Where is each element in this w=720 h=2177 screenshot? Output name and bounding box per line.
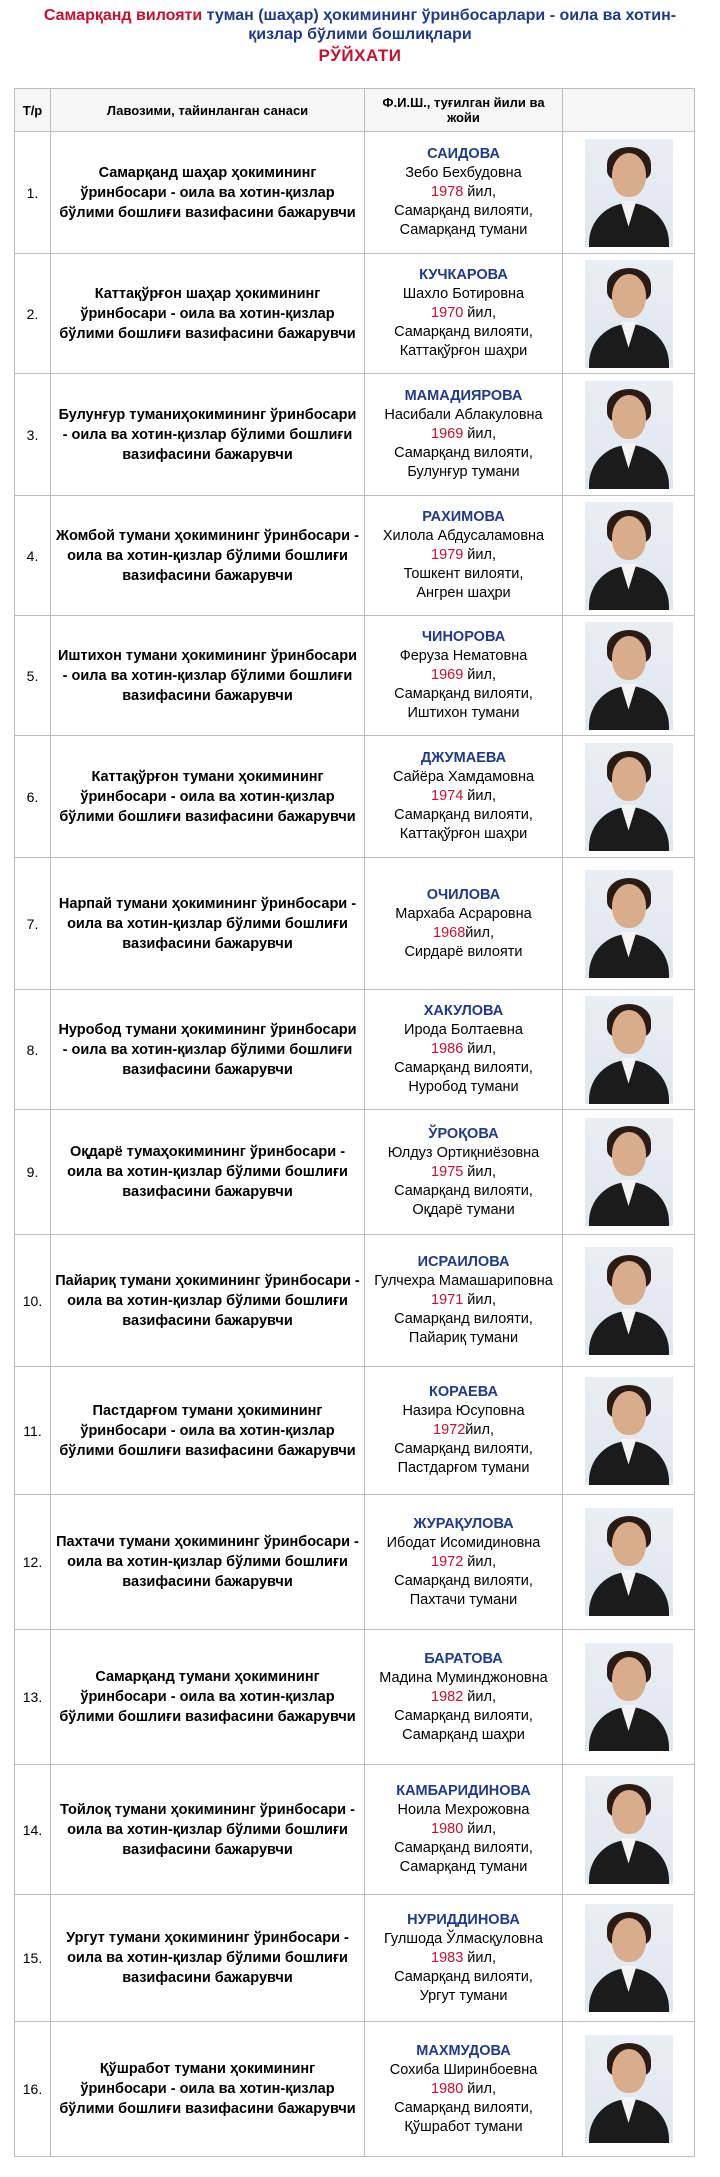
birth-year-suffix: йил, <box>463 1821 496 1837</box>
photo-cell <box>563 1110 695 1235</box>
title-rest: туман (шаҳар) ҳокимининг ўринбосарлари - оила ва хотин-қизлар бўлими бошлиқлари <box>202 7 677 43</box>
birth-place-district: Булунғур тумани <box>407 464 520 480</box>
person-info <box>365 858 563 990</box>
row-number: 3. <box>15 374 51 496</box>
person-info <box>365 616 563 736</box>
table-row <box>15 990 695 1110</box>
person-surname: КУЧКАРОВА <box>419 267 508 283</box>
row-number: 4. <box>15 496 51 616</box>
birth-place-district: Нуробод тумани <box>408 1079 519 1095</box>
portrait-photo <box>585 1377 673 1485</box>
row-number: 10. <box>15 1235 51 1367</box>
birth-year-suffix: йил, <box>463 1292 496 1308</box>
table-row <box>15 858 695 990</box>
portrait-photo <box>585 2035 673 2143</box>
person-name: Хилола Абдусаламовна <box>382 528 545 544</box>
person-info <box>365 132 563 254</box>
photo-cell <box>563 616 695 736</box>
table-row <box>15 2022 695 2157</box>
birth-place-region: Самарқанд вилояти, <box>394 1840 533 1856</box>
person-name: Ирода Болтаевна <box>404 1022 523 1038</box>
person-info <box>365 374 563 496</box>
portrait-photo <box>585 743 673 851</box>
photo-cell <box>563 1235 695 1367</box>
table-row <box>15 616 695 736</box>
table-row <box>15 496 695 616</box>
birth-year: 1983 <box>431 1949 464 1966</box>
birth-place-district: Оқдарё тумани <box>412 1201 515 1218</box>
position-title: Тойлоқ тумани ҳокимининг ўринбосари - оила ва хотин-қизлар бўлими бошлиғи вазифасини бажарувчи <box>51 1765 365 1895</box>
birth-place-district: Ургут тумани <box>419 1987 508 2004</box>
person-info <box>365 2022 563 2157</box>
birth-year: 1978 <box>431 184 464 200</box>
photo-cell <box>563 374 695 496</box>
table-row <box>15 736 695 858</box>
row-number: 2. <box>15 254 51 374</box>
table-row <box>15 132 695 254</box>
person-name: Сохиба Ширинбоевна <box>389 2061 538 2078</box>
birth-place-region: Самарқанд вилояти, <box>394 1311 533 1327</box>
officials-table <box>14 88 695 2157</box>
position-title: Оқдарё тумаҳокимининг ўринбосари - оила ва хотин-қизлар бўлими бошлиғи вазифасини бажарувчи <box>51 1110 365 1235</box>
position-title: Нарпай тумани ҳокимининг ўринбосари - оила ва хотин-қизлар бўлими бошлиғи вазифасини бажарувчи <box>51 858 365 990</box>
person-surname: САИДОВА <box>427 146 500 162</box>
person-surname: ИСРАИЛОВА <box>417 1254 510 1270</box>
birth-year-suffix: йил, <box>463 547 496 563</box>
photo-cell <box>563 254 695 374</box>
position-title: Каттақўрғон тумани ҳокимининг ўринбосари - оила ва хотин-қизлар бўлими бошлиғи вазифасини бажарувчи <box>51 736 365 858</box>
portrait-photo <box>585 1118 673 1226</box>
person-name: Сайёра Хамдамовна <box>392 769 535 785</box>
person-name: Гулчехра Мамашариповна <box>374 1273 553 1289</box>
table-row <box>15 1110 695 1235</box>
birth-year: 1979 <box>431 547 464 563</box>
birth-place-region: Самарқанд вилояти, <box>394 1182 533 1199</box>
row-number: 12. <box>15 1495 51 1630</box>
birth-place-region: Самарқанд вилояти, <box>394 1968 533 1985</box>
photo-cell <box>563 1367 695 1495</box>
position-title: Жомбой тумани ҳокимининг ўринбосари - оила ва хотин-қизлар бўлими бошлиғи вазифасини бажарувчи <box>51 496 365 616</box>
person-surname: ЖУРАҚУЛОВА <box>413 1515 514 1532</box>
table-body <box>15 132 695 2157</box>
photo-cell <box>563 2022 695 2157</box>
title-region: Самарқанд вилояти <box>43 7 203 24</box>
person-surname: ЎРОҚОВА <box>428 1125 499 1142</box>
photo-cell <box>563 736 695 858</box>
birth-year: 1971 <box>431 1292 464 1308</box>
table-row <box>15 1495 695 1630</box>
portrait-photo <box>585 260 673 368</box>
person-info <box>365 254 563 374</box>
person-surname: ХАКУЛОВА <box>423 1003 504 1019</box>
person-name: Мадина Муминджоновна <box>379 1669 548 1686</box>
birth-year-suffix: йил, <box>463 426 496 442</box>
document-subtitle: РЎЙХАТИ <box>318 46 402 65</box>
photo-cell <box>563 1895 695 2022</box>
position-title: Самарқанд тумани ҳокимининг ўринбосари - оила ва хотин-қизлар бўлими бошлиғи вазифасини бажарувчи <box>51 1630 365 1765</box>
person-surname: ДЖУМАЕВА <box>420 750 507 766</box>
header-position: Лавозими, тайинланган санаси <box>51 89 365 132</box>
row-number: 11. <box>15 1367 51 1495</box>
person-name: Гулшода Ўлмасқуловна <box>384 1930 543 1947</box>
birth-place-region: Самарқанд вилояти, <box>394 1441 533 1457</box>
person-info <box>365 1235 563 1367</box>
birth-year-suffix: йил, <box>463 1163 496 1180</box>
person-info <box>365 1110 563 1235</box>
birth-place-district: Самарқанд тумани <box>399 1859 528 1875</box>
person-surname: НУРИДДИНОВА <box>407 1911 520 1928</box>
birth-year-suffix: йил, <box>463 1949 496 1966</box>
header-number: Т/р <box>15 89 51 132</box>
person-surname: КОРАЕВА <box>429 1384 498 1400</box>
position-title: Қўшработ тумани ҳокимининг ўринбосари - оила ва хотин-қизлар бўлими бошлиғи вазифасини бажарувчи <box>51 2022 365 2157</box>
birth-place-district: Самарқанд шаҳри <box>402 1726 525 1743</box>
birth-year: 1970 <box>431 305 464 321</box>
birth-year: 1980 <box>431 2080 464 2097</box>
birth-year: 1972 <box>433 1422 466 1438</box>
photo-cell <box>563 858 695 990</box>
table-row <box>15 1765 695 1895</box>
photo-cell <box>563 1495 695 1630</box>
row-number: 8. <box>15 990 51 1110</box>
birth-place-region: Сирдарё вилояти <box>404 943 523 960</box>
portrait-photo <box>585 139 673 247</box>
birth-place-region: Самарқанд вилояти, <box>394 807 533 823</box>
birth-place-district: Каттақўрғон шаҳри <box>399 343 528 359</box>
position-title: Каттақўрғон шаҳар ҳокимининг ўринбосари - оила ва хотин-қизлар бўлими бошлиғи вазифасини бажарувчи <box>51 254 365 374</box>
row-number: 1. <box>15 132 51 254</box>
person-surname: ЧИНОРОВА <box>421 629 506 645</box>
table-header-row <box>15 89 695 132</box>
person-name: Насибали Аблакуловна <box>384 407 543 423</box>
birth-year-suffix: йил, <box>463 1688 496 1705</box>
person-surname: РАХИМОВА <box>422 509 505 525</box>
birth-place-region: Самарқанд вилояти, <box>394 203 533 219</box>
position-title: Нуробод тумани ҳокимининг ўринбосари - оила ва хотин-қизлар бўлими бошлиғи вазифасини бажарувчи <box>51 990 365 1110</box>
birth-year: 1972 <box>431 1553 464 1570</box>
photo-cell <box>563 1630 695 1765</box>
table-row <box>15 254 695 374</box>
birth-place-region: Самарқанд вилояти, <box>394 1572 533 1589</box>
birth-year-suffix: йил, <box>463 184 496 200</box>
person-name: Мархаба Асраровна <box>395 905 532 922</box>
birth-place-district: Пастдарғом тумани <box>397 1460 530 1476</box>
photo-cell <box>563 1765 695 1895</box>
table-row <box>15 1895 695 2022</box>
birth-year: 1969 <box>431 426 464 442</box>
row-number: 15. <box>15 1895 51 2022</box>
position-title: Пахтачи тумани ҳокимининг ўринбосари - оила ва хотин-қизлар бўлими бошлиғи вазифасини бажарувчи <box>51 1495 365 1630</box>
table-row <box>15 1367 695 1495</box>
portrait-photo <box>585 381 673 489</box>
birth-year: 1974 <box>431 788 464 804</box>
birth-year-suffix: йил, <box>465 924 494 941</box>
table-row <box>15 1630 695 1765</box>
birth-place-district: Пахтачи тумани <box>409 1591 518 1608</box>
person-info <box>365 1630 563 1765</box>
header-photo <box>563 89 695 132</box>
portrait-photo <box>585 1508 673 1616</box>
position-title: Иштихон тумани ҳокимининг ўринбосари - оила ва хотин-қизлар бўлими бошлиғи вазифасини бажарувчи <box>51 616 365 736</box>
table-row <box>15 1235 695 1367</box>
birth-year: 1980 <box>431 1821 464 1837</box>
person-info <box>365 736 563 858</box>
photo-cell <box>563 496 695 616</box>
person-info <box>365 1765 563 1895</box>
portrait-photo <box>585 1247 673 1355</box>
position-title: Ургут тумани ҳокимининг ўринбосари - оила ва хотин-қизлар бўлими бошлиғи вазифасини бажарувчи <box>51 1895 365 2022</box>
portrait-photo <box>585 870 673 978</box>
person-surname: БАРАТОВА <box>424 1650 503 1667</box>
row-number: 13. <box>15 1630 51 1765</box>
row-number: 5. <box>15 616 51 736</box>
portrait-photo <box>585 1776 673 1884</box>
row-number: 7. <box>15 858 51 990</box>
birth-place-region: Самарқанд вилояти, <box>394 1707 533 1724</box>
portrait-photo <box>585 502 673 610</box>
position-title: Пайариқ тумани ҳокимининг ўринбосари - оила ва хотин-қизлар бўлими бошлиғи вазифасини бажарувчи <box>51 1235 365 1367</box>
birth-place-district: Иштихон тумани <box>407 705 520 721</box>
portrait-photo <box>585 622 673 730</box>
position-title: Пастдарғом тумани ҳокимининг ўринбосари - оила ва хотин-қизлар бўлими бошлиғи вазифасини бажарувчи <box>51 1367 365 1495</box>
birth-place-district: Самарқанд тумани <box>399 222 528 238</box>
person-info <box>365 1895 563 2022</box>
person-surname: КАМБАРИДИНОВА <box>396 1783 531 1799</box>
row-number: 9. <box>15 1110 51 1235</box>
person-name: Юлдуз Ортиқниёзовна <box>387 1144 540 1161</box>
person-info <box>365 1495 563 1630</box>
birth-year: 1969 <box>431 667 464 683</box>
birth-place-region: Самарқанд вилояти, <box>394 2099 533 2116</box>
person-info <box>365 1367 563 1495</box>
birth-year-suffix: йил, <box>463 667 496 683</box>
birth-place-district: Ангрен шаҳри <box>416 585 511 601</box>
photo-cell <box>563 132 695 254</box>
birth-year-suffix: йил, <box>465 1422 494 1438</box>
person-name: Ноила Мехрожовна <box>397 1802 530 1818</box>
portrait-photo <box>585 996 673 1104</box>
document-title <box>0 0 720 44</box>
row-number: 14. <box>15 1765 51 1895</box>
birth-year: 1968 <box>433 924 466 941</box>
person-info <box>365 990 563 1110</box>
birth-year-suffix: йил, <box>463 305 496 321</box>
person-surname: ОЧИЛОВА <box>426 886 501 903</box>
birth-place-district: Каттақўрғон шаҳри <box>399 826 528 842</box>
birth-year: 1986 <box>431 1041 464 1057</box>
birth-year-suffix: йил, <box>463 788 496 804</box>
person-name: Ибодат Исомидиновна <box>386 1534 541 1551</box>
birth-place-region: Самарқанд вилояти, <box>394 445 533 461</box>
person-info <box>365 496 563 616</box>
portrait-photo <box>585 1643 673 1751</box>
row-number: 16. <box>15 2022 51 2157</box>
birth-place-region: Тошкент вилояти, <box>403 566 524 582</box>
birth-place-region: Самарқанд вилояти, <box>394 1060 533 1076</box>
photo-cell <box>563 990 695 1110</box>
birth-year: 1982 <box>431 1688 464 1705</box>
person-name: Зебо Бехбудовна <box>405 165 522 181</box>
person-name: Назира Юсуповна <box>402 1403 525 1419</box>
person-name: Феруза Нематовна <box>399 648 528 664</box>
birth-year-suffix: йил, <box>463 1041 496 1057</box>
person-name: Шахло Ботировна <box>402 286 525 302</box>
birth-year-suffix: йил, <box>463 2080 496 2097</box>
person-surname: МАМАДИЯРОВА <box>404 388 523 404</box>
person-surname: МАХМУДОВА <box>416 2042 511 2059</box>
birth-place-region: Самарқанд вилояти, <box>394 324 533 340</box>
birth-place-district: Пайариқ тумани <box>408 1330 519 1346</box>
birth-place-region: Самарқанд вилояти, <box>394 686 533 702</box>
position-title: Самарқанд шаҳар ҳокимининг ўринбосари - оила ва хотин-қизлар бўлими бошлиғи вазифасини бажарувчи <box>51 132 365 254</box>
row-number: 6. <box>15 736 51 858</box>
portrait-photo <box>585 1904 673 2012</box>
position-title: Булунғур туманиҳокимининг ўринбосари - оила ва хотин-қизлар бўлими бошлиғи вазифасини бажарувчи <box>51 374 365 496</box>
birth-place-district: Қўшработ тумани <box>404 2118 523 2135</box>
header-person: Ф.И.Ш., туғилган йили ва жойи <box>365 89 563 132</box>
table-row <box>15 374 695 496</box>
birth-year-suffix: йил, <box>463 1553 496 1570</box>
birth-year: 1975 <box>431 1163 464 1180</box>
